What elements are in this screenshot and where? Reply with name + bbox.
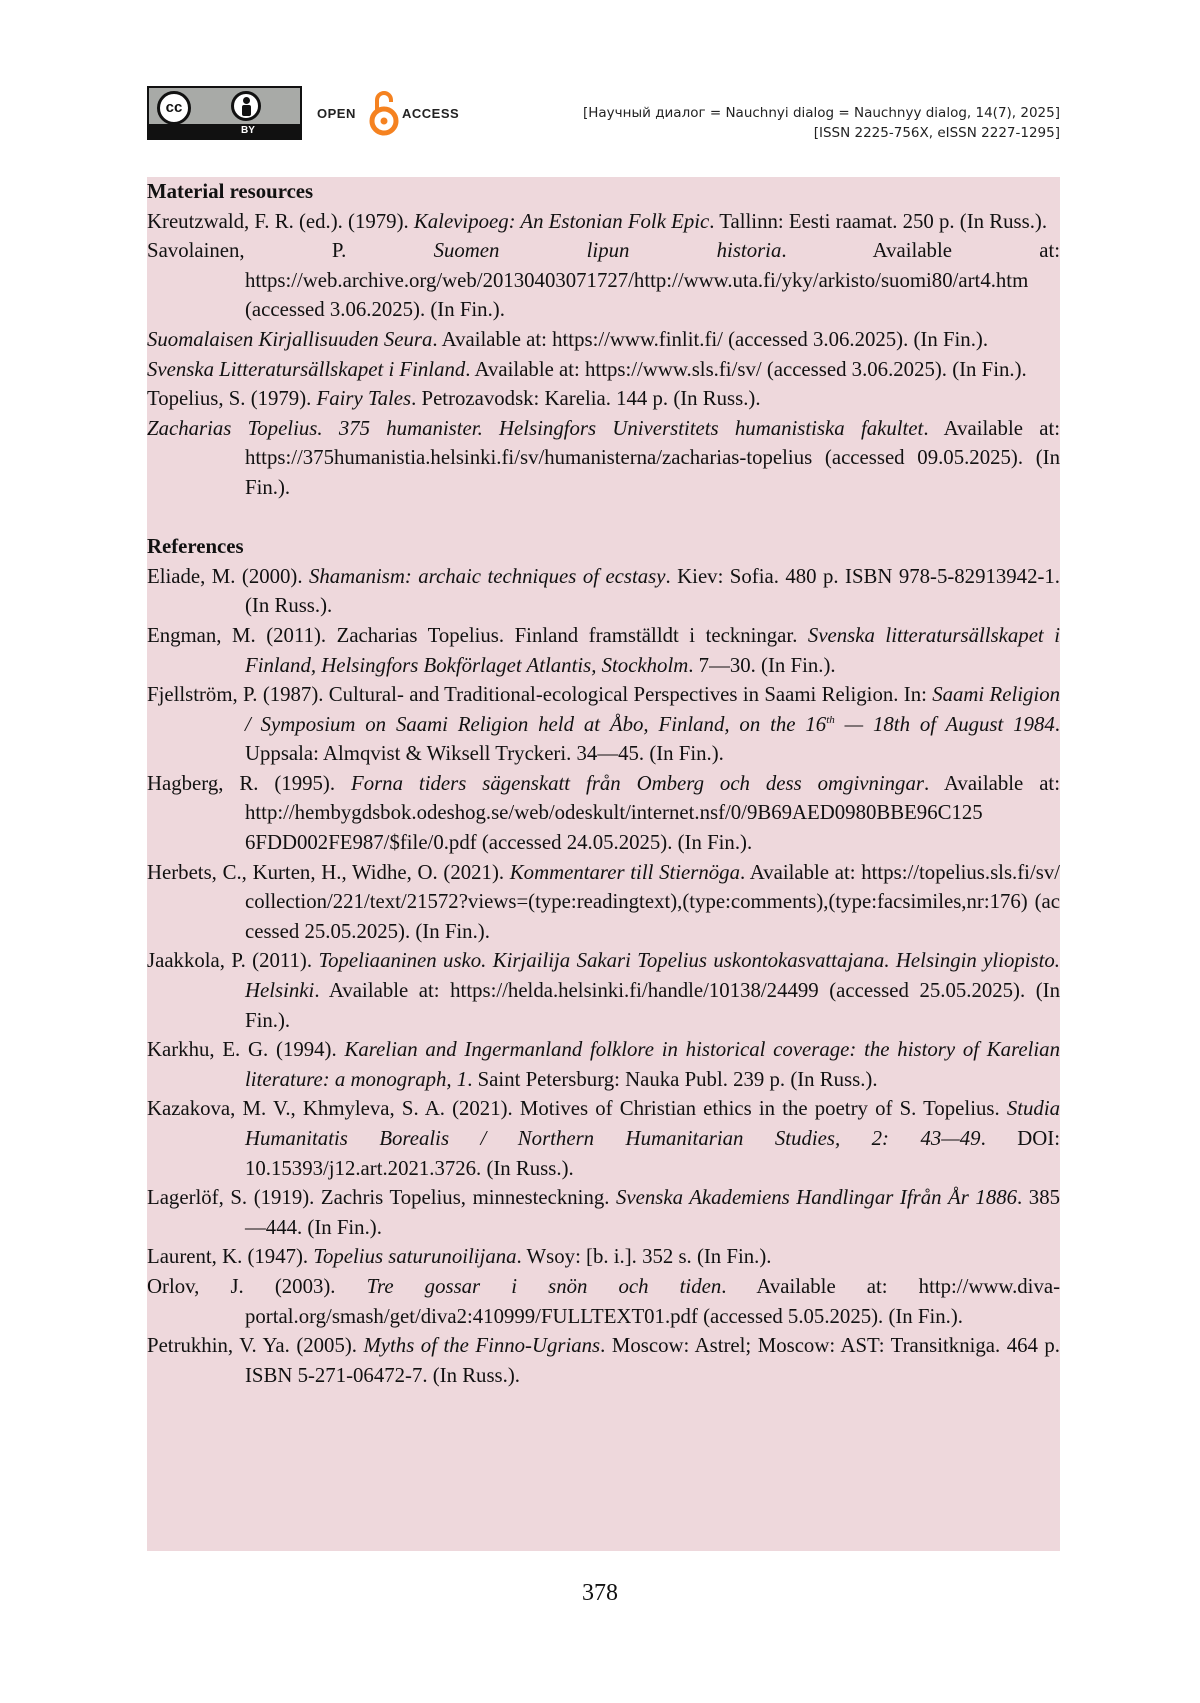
cc-by-license-badge[interactable]	[147, 86, 302, 140]
section-gap	[147, 503, 1060, 533]
references-heading: References	[147, 535, 244, 559]
page-number: 378	[582, 1580, 618, 1606]
reference-entry: Fjellström, P. (1987). Cultural- and Traditional-ecological Perspectives in Saami Religion. In: Saami Religion / Symposium on Saami Religion held at Åbo, Finland, on the 16th — 18th of August 1984. Uppsala: Almqvist & Wiksell Tryckeri. 34—45. (In Fin.).	[147, 683, 1061, 766]
material-entry: Svenska Litteratursällskapet i Finland. Available at: https://www.sls.fi/sv/ (accessed 3.06.2025). (In Fin.).	[147, 357, 1027, 381]
open-access-lock-icon	[368, 88, 400, 136]
reference-entry: Hagberg, R. (1995). Forna tiders sägenskatt från Omberg och dess omgivningar. Available at: http://hembygdsbok.odeshog.se/web/odeskult/internet.nsf/0/9B69AED0980BBE96C125 6FDD002FE987/$file/0.pdf (accessed 24.05.2025). (In Fin.).	[147, 771, 1060, 855]
creative-commons-icon: cc	[157, 91, 191, 125]
reference-entry: Herbets, C., Kurten, H., Widhe, O. (2021). Kommentarer till Stiernöga. Available at: https://topelius.sls.fi/sv/collection/221/text/21572?views=(type:readingtext),(type:comments),(type:facsimiles,nr:176) (accessed 25.05.2025). (In Fin.).	[147, 860, 1060, 943]
references-text	[147, 177, 1060, 1390]
material-entry: Suomalaisen Kirjallisuuden Seura. Available at: https://www.finlit.fi/ (accessed 3.06.2025). (In Fin.).	[147, 327, 989, 351]
reference-entry: Engman, M. (2011). Zacharias Topelius. Finland framställdt i teckningar. Svenska litteratursällskapet i Finland, Helsingfors Bokförlaget Atlantis, Stockholm. 7—30. (In Fin.).	[147, 623, 1060, 677]
journal-info	[583, 103, 1060, 143]
attribution-icon	[231, 91, 261, 121]
open-access-access-label: ACCESS	[402, 106, 460, 121]
reference-entry: Kazakova, M. V., Khmyleva, S. A. (2021). Motives of Christian ethics in the poetry of S. Topelius. Studia Humanitatis Borealis / Northern Humanitarian Studies, 2: 43—49. DOI: 10.15393/j12.art.2021.3726. (In Russ.).	[147, 1097, 1061, 1180]
page-header	[147, 86, 1060, 142]
reference-entry: Eliade, M. (2000). Shamanism: archaic techniques of ecstasy. Kiev: Sofia. 480 p. ISBN 978-5-82913942-1. (In Russ.).	[147, 564, 1060, 618]
reference-entry: Karkhu, E. G. (1994). Karelian and Ingermanland folklore in historical coverage: the history of Karelian literature: a monograph, 1. Saint Petersburg: Nauka Publ. 239 p. (In Russ.).	[147, 1038, 1060, 1091]
reference-entry: Orlov, J. (2003). Tre gossar i snön och tiden. Available at: http://www.diva-portal.org/smash/get/diva2:410999/FULLTEXT01.pdf (accessed 5.05.2025). (In Fin.).	[147, 1274, 1060, 1328]
license-by-label: BY	[241, 125, 255, 136]
open-access-open-label: OPEN	[317, 106, 356, 121]
reference-entry: Petrukhin, V. Ya. (2005). Myths of the Finno-Ugrians. Moscow: Astrel; Moscow: AST: Transitkniga. 464 p. ISBN 5-271-06472-7. (In Russ.).	[147, 1334, 1060, 1387]
material-entry: Topelius, S. (1979). Fairy Tales. Petrozavodsk: Karelia. 144 p. (In Russ.).	[147, 387, 761, 411]
reference-entry: Laurent, K. (1947). Topelius saturunoilijana. Wsoy: [b. i.]. 352 s. (In Fin.).	[147, 1245, 772, 1269]
journal-citation: [Научный диалог = Nauchnyi dialog = Nauchnyy dialog, 14(7), 2025]	[582, 105, 1060, 121]
journal-issn: [ISSN 2225-756X, eISSN 2227-1295]	[813, 125, 1060, 141]
material-entry: Kreutzwald, F. R. (ed.). (1979). Kalevipoeg: An Estonian Folk Epic. Tallinn: Eesti raamat. 250 p. (In Russ.).	[147, 209, 1048, 233]
open-access-logo	[317, 86, 467, 140]
reference-entry: Lagerlöf, S. (1919). Zachris Topelius, minnesteckning. Svenska Akademiens Handlingar Ifrån År 1886. 385—444. (In Fin.).	[147, 1186, 1060, 1239]
material-resources-heading: Material resources	[147, 180, 314, 203]
material-entry: Zacharias Topelius. 375 humanister. Helsingfors Universtitets humanistiska fakultet. Available at: https://375humanistia.helsinki.fi/sv/humanisterna/zacharias-topelius (accessed 09.05.2025). (In Fin.).	[147, 416, 1061, 499]
reference-entry: Jaakkola, P. (2011). Topeliaaninen usko. Kirjailija Sakari Topelius uskontokasvattajana. Helsingin yliopisto. Helsinki. Available at: https://helda.helsinki.fi/handle/10138/24499 (accessed 25.05.2025). (In Fin.).	[147, 949, 1060, 1032]
references-block	[147, 177, 1060, 1551]
material-entry: Savolainen, P. Suomen lipun historia. Available at: https://web.archive.org/web/20130403071727/http://www.uta.fi/yky/arkisto/suomi80/art4.htm (accessed 3.06.2025). (In Fin.).	[147, 239, 1060, 322]
license-bar	[149, 124, 300, 138]
